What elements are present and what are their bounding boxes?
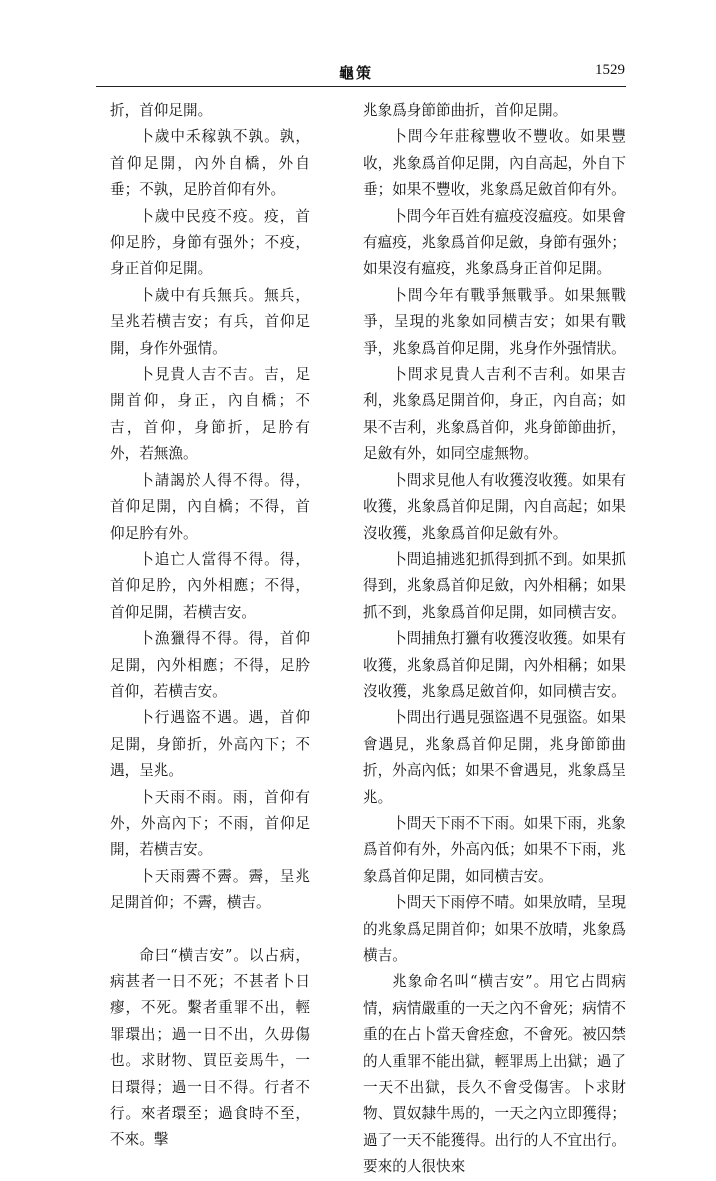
classical-paragraph: 卜漁獵得不得。得，首仰足開，內外相應；不得，足肣首仰，若横吉安。 (110, 630, 310, 700)
translation-paragraph: 兆象爲身節節曲折，首仰足開。 (363, 102, 568, 119)
classical-paragraph: 卜追亡人當得不得。得，首仰足肣，內外相應；不得，首仰足開，若横吉安。 (110, 550, 310, 621)
translation-paragraph: 卜問天下雨不下雨。如果下雨，兆象爲首仰有外，外高內低；如果不下雨，兆象爲首仰足開，如同横吉安。 (363, 814, 626, 885)
translation-paragraph: 卜問今年百姓有瘟疫沒瘟疫。如果會有瘟疫，兆象爲首仰足斂，身節有强外；如果沒有瘟疫，兆象爲身正首仰足開。 (363, 207, 626, 278)
header-rule (96, 86, 626, 87)
running-title: 龜策 (339, 64, 374, 82)
translation-paragraph: 兆象命名叫“横吉安”。用它占問病情，病情嚴重的一天之內不會死；病情不重的在占卜當天會痊愈，不會死。被囚禁的人重罪不能出獄，輕罪馬上出獄；過了一天不出獄，長久不會受傷害。卜求財物、買奴隸牛馬的，一天之內立即獲得；過了一天不能獲得。出行的人不宜出行。要來的人很快來 (363, 973, 626, 1176)
paragraph-gap (110, 917, 310, 943)
classical-closing-paragraph: 命曰“横吉安”。以占病，病甚者一日不死；不甚者卜日瘳，不死。繫者重罪不出，輕罪環出；過一日不出，久毋傷也。求財物、買臣妾馬牛，一日環得；過一日不得。行者不行。來者環至；過食時不至，不來。擊 (110, 946, 310, 1149)
classical-paragraph: 卜請謁於人得不得。得，首仰足開，內自橋；不得，首仰足肣有外。 (110, 471, 310, 542)
classical-paragraph: 卜行遇盜不遇。遇，首仰足開，身節折，外高內下；不遇，呈兆。 (110, 709, 310, 780)
classical-paragraph: 卜天雨霽不霽。霽，呈兆足開首仰；不霽，横吉。 (110, 867, 310, 912)
classical-paragraph: 卜天雨不雨。雨，首仰有外，外高內下；不雨，首仰足開，若横吉安。 (110, 788, 310, 859)
classical-paragraph: 卜歲中民疫不疫。疫，首仰足肣，身節有强外；不疫，身正首仰足開。 (110, 207, 310, 278)
translation-paragraph: 卜問天下雨停不晴。如果放晴，呈現的兆象爲足開首仰；如果不放晴，兆象爲横吉。 (363, 894, 626, 964)
translation-paragraph: 卜問今年莊稼豐收不豐收。如果豐收，兆象爲首仰足開，內自高起，外自下垂；如果不豐收，兆象爲足斂首仰有外。 (363, 128, 626, 199)
page-header (96, 62, 625, 86)
translation-paragraph: 卜問求見貴人吉利不吉利。如果吉利，兆象爲足開首仰，身正，內自高；如果不吉利，兆象爲首仰，兆身節節曲折，足斂有外，如同空虚無物。 (363, 366, 626, 463)
translation-column (363, 98, 626, 1181)
translation-paragraph: 卜問捕魚打獵有收獲沒收獲。如果有收獲，兆象爲首仰足開，內外相稱；如果沒收獲，兆象爲足斂首仰，如同横吉安。 (363, 630, 626, 700)
classical-text-column (110, 98, 310, 1154)
translation-paragraph: 卜問追捕逃犯抓得到抓不到。如果抓得到，兆象爲首仰足斂，內外相稱；如果抓不到，兆象爲首仰足開，如同横吉安。 (363, 550, 626, 621)
classical-paragraph: 折，首仰足開。 (110, 102, 213, 119)
translation-paragraph: 卜問出行遇見强盜遇不見强盜。如果會遇見，兆象爲首仰足開，兆身節節曲折，外高內低；如果不會遇見，兆象爲呈兆。 (363, 709, 626, 806)
translation-paragraph: 卜問求見他人有收獲沒收獲。如果有收獲，兆象爲首仰足開，內自高起；如果沒收獲，兆象爲首仰足斂有外。 (363, 471, 626, 542)
classical-paragraph: 卜見貴人吉不吉。吉，足開首仰，身正，內自橋；不吉，首仰，身節折，足肣有外，若無漁。 (110, 366, 310, 463)
classical-paragraph: 卜歲中禾稼孰不孰。孰，首仰足開，內外自橋，外自垂；不孰，足肣首仰有外。 (110, 128, 310, 199)
translation-paragraph: 卜問今年有戰爭無戰爭。如果無戰爭，呈現的兆象如同横吉安；如果有戰爭，兆象爲首仰足開，兆身作外强情狀。 (363, 286, 626, 357)
page-number: 1529 (595, 62, 625, 78)
classical-paragraph: 卜歲中有兵無兵。無兵，呈兆若横吉安；有兵，首仰足開，身作外强情。 (110, 286, 310, 357)
